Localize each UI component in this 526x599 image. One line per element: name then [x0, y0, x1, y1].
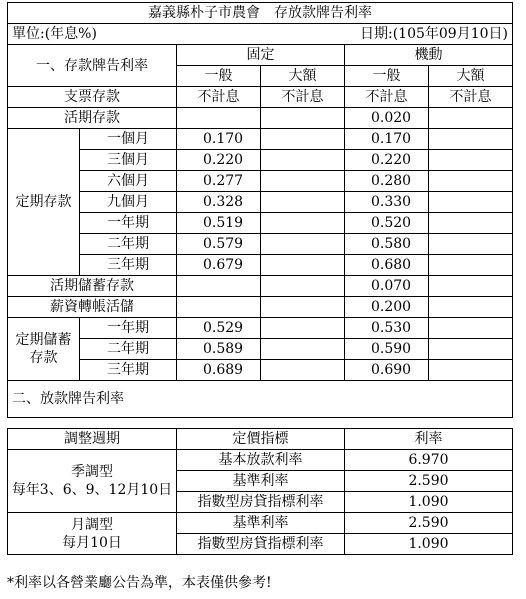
floating-large-header: 大額: [429, 66, 513, 87]
empty-cell: [261, 213, 345, 234]
empty-cell: [429, 234, 513, 255]
term-label: 三年期: [80, 255, 177, 276]
empty-cell: [429, 255, 513, 276]
table-row: [8, 108, 513, 129]
empty-cell: [177, 276, 261, 297]
term-label: 一年期: [80, 213, 177, 234]
index-header: 定價指標: [177, 429, 345, 450]
fixed-general-rate: 0.277: [177, 171, 261, 192]
table-row: [8, 276, 513, 297]
empty-cell: [261, 339, 345, 360]
demand-savings-label: 活期儲蓄存款: [8, 276, 177, 297]
date-label: 日期:(105年09月10日): [261, 24, 513, 45]
table-row: [8, 318, 513, 339]
table-row: [8, 213, 513, 234]
table-row: [8, 234, 513, 255]
empty-cell: [261, 192, 345, 213]
index-name: 指數型房貸指標利率: [177, 492, 345, 513]
fixed-general-rate: 0.679: [177, 255, 261, 276]
term-label: 一個月: [80, 129, 177, 150]
empty-cell: [429, 339, 513, 360]
empty-cell: [429, 129, 513, 150]
floating-general-rate: 0.330: [345, 192, 429, 213]
empty-cell: [261, 234, 345, 255]
table-row: [8, 429, 513, 450]
period-header: 調整週期: [8, 429, 177, 450]
table-row: [8, 297, 513, 318]
empty-cell: [429, 192, 513, 213]
empty-cell: [429, 213, 513, 234]
floating-general-rate: 0.530: [345, 318, 429, 339]
quarterly-label: 季調型: [71, 464, 113, 480]
empty-cell: [261, 255, 345, 276]
salary-transfer-label: 薪資轉帳活儲: [8, 297, 177, 318]
empty-cell: [429, 276, 513, 297]
floating-general-rate: 0.590: [345, 339, 429, 360]
fixed-general-rate: 0.529: [177, 318, 261, 339]
empty-cell: [177, 108, 261, 129]
rate-header: 利率: [345, 429, 513, 450]
term-label: 六個月: [80, 171, 177, 192]
loan-rate: 2.590: [345, 471, 513, 492]
empty-cell: [261, 129, 345, 150]
table-row: [8, 129, 513, 150]
index-name: 基準利率: [177, 471, 345, 492]
index-name: 基準利率: [177, 513, 345, 534]
demand-label: 活期存款: [8, 108, 177, 129]
loan-rate-table: [7, 428, 513, 555]
deposit-rate-table: [7, 2, 513, 418]
term-label: 三個月: [80, 150, 177, 171]
empty-cell: [261, 360, 345, 381]
fixed-general-rate: 0.170: [177, 129, 261, 150]
empty-cell: [261, 276, 345, 297]
table-row: [8, 192, 513, 213]
table-row: [8, 450, 513, 471]
empty-cell: [177, 297, 261, 318]
table-row: [8, 339, 513, 360]
floating-general-rate: 0.220: [345, 150, 429, 171]
loan-rate: 1.090: [345, 534, 513, 555]
empty-cell: [429, 150, 513, 171]
monthly-period: [8, 513, 177, 555]
table-row: [8, 360, 513, 381]
monthly-schedule: 每月10日: [62, 534, 122, 551]
checking-fixed-general: 不計息: [177, 87, 261, 108]
fixed-header: 固定: [177, 45, 345, 66]
index-name: 基本放款利率: [177, 450, 345, 471]
term-label: 二年期: [80, 234, 177, 255]
checking-floating-large: 不計息: [429, 87, 513, 108]
empty-cell: [429, 318, 513, 339]
table-title: 嘉義縣朴子市農會 存放款牌告利率: [8, 3, 513, 24]
checking-label: 支票存款: [8, 87, 177, 108]
empty-cell: [261, 150, 345, 171]
floating-general-header: 一般: [345, 66, 429, 87]
empty-cell: [261, 171, 345, 192]
empty-cell: [261, 297, 345, 318]
monthly-label: 月調型: [71, 516, 113, 533]
quarterly-schedule: 每年3、6、9、12月10日: [11, 482, 173, 498]
empty-cell: [429, 108, 513, 129]
checking-fixed-large: 不計息: [261, 87, 345, 108]
floating-general-rate: 0.280: [345, 171, 429, 192]
loan-section-title: 二、放款牌告利率: [8, 381, 513, 418]
floating-general-rate: 0.690: [345, 360, 429, 381]
time-savings-label-line2: 存款: [29, 350, 58, 366]
time-savings-label: [8, 318, 80, 381]
empty-cell: [429, 360, 513, 381]
table-row: [8, 87, 513, 108]
checking-floating-general: 不計息: [345, 87, 429, 108]
fixed-general-rate: 0.589: [177, 339, 261, 360]
fixed-general-rate: 0.519: [177, 213, 261, 234]
deposit-section-title: 一、存款牌告利率: [8, 45, 177, 87]
salary-transfer-floating-general: 0.200: [345, 297, 429, 318]
empty-cell: [429, 297, 513, 318]
loan-rate: 1.090: [345, 492, 513, 513]
table-row: [8, 513, 513, 534]
fixed-general-rate: 0.328: [177, 192, 261, 213]
footnote: *利率以各營業廳公告為準，本表僅供參考!: [7, 575, 272, 591]
loan-rate: 6.970: [345, 450, 513, 471]
table-row: [8, 255, 513, 276]
table-row: [8, 171, 513, 192]
fixed-general-rate: 0.220: [177, 150, 261, 171]
time-savings-label-line1: 定期儲蓄: [15, 332, 72, 348]
term-label: 三年期: [80, 360, 177, 381]
time-deposit-label: 定期存款: [8, 129, 80, 276]
floating-general-rate: 0.580: [345, 234, 429, 255]
quarterly-period: [8, 450, 177, 513]
floating-general-rate: 0.680: [345, 255, 429, 276]
term-label: 九個月: [80, 192, 177, 213]
floating-header: 機動: [345, 45, 513, 66]
empty-cell: [261, 318, 345, 339]
fixed-general-rate: 0.689: [177, 360, 261, 381]
loan-rate: 2.590: [345, 513, 513, 534]
fixed-general-header: 一般: [177, 66, 261, 87]
demand-floating-general: 0.020: [345, 108, 429, 129]
unit-label: 單位:(年息%): [8, 24, 261, 45]
floating-general-rate: 0.170: [345, 129, 429, 150]
empty-cell: [261, 108, 345, 129]
index-name: 指數型房貸指標利率: [177, 534, 345, 555]
demand-savings-floating-general: 0.070: [345, 276, 429, 297]
fixed-large-header: 大額: [261, 66, 345, 87]
empty-cell: [429, 171, 513, 192]
floating-general-rate: 0.520: [345, 213, 429, 234]
term-label: 二年期: [80, 339, 177, 360]
term-label: 一年期: [80, 318, 177, 339]
table-row: [8, 150, 513, 171]
fixed-general-rate: 0.579: [177, 234, 261, 255]
